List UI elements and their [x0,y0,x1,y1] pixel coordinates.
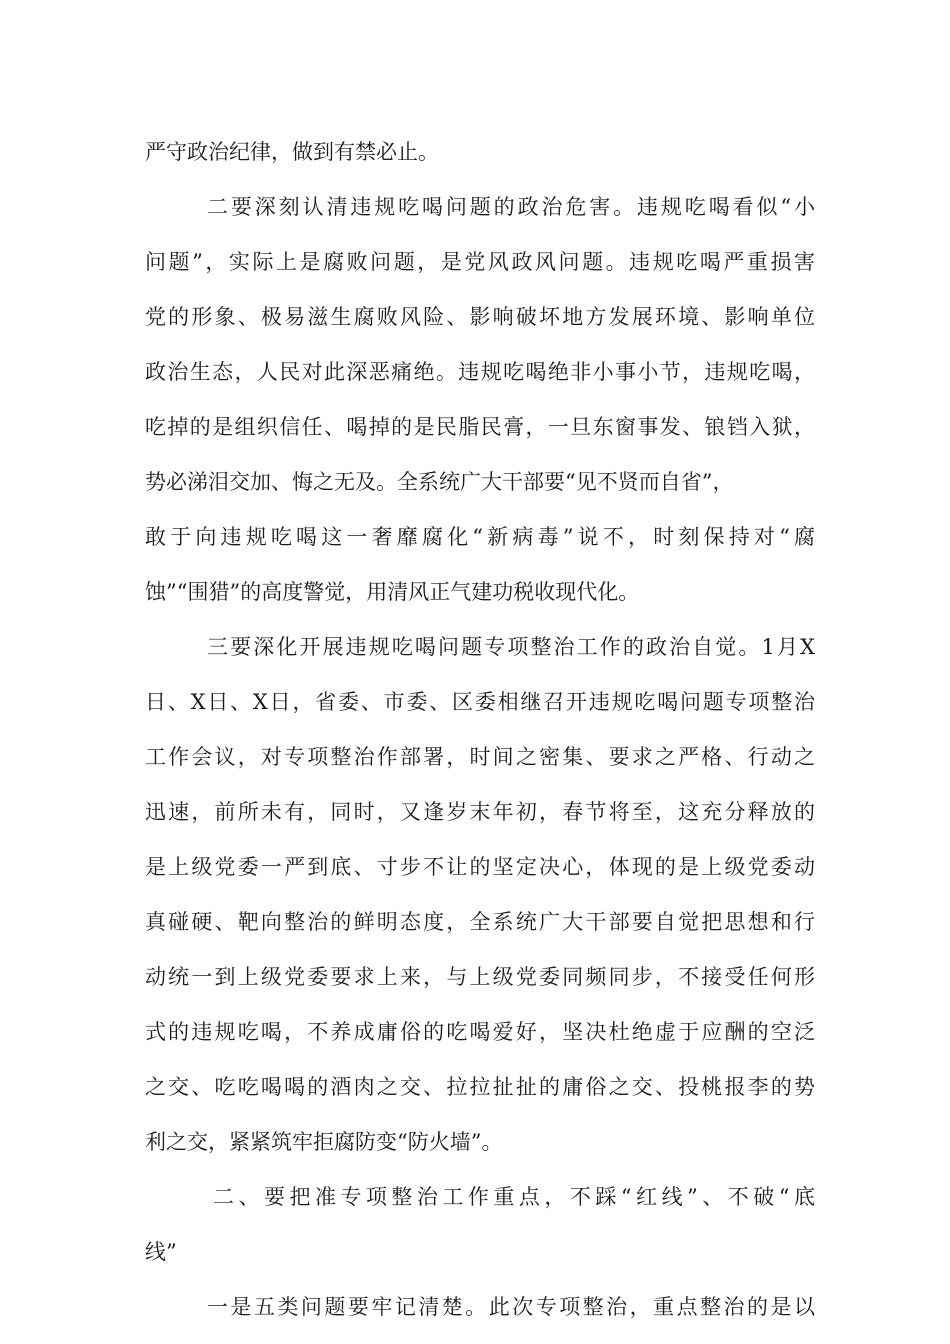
paragraph-line: 动统一到上级党委要求上来，与上级党委同频同步，不接受任何形 [145,965,815,989]
paragraph-line: 真碰硬、靶向整治的鲜明态度，全系统广大干部要自觉把思想和行 [145,910,815,934]
paragraph-line: 迅速，前所未有，同时，又逢岁末年初，春节将至，这充分释放的 [145,800,815,824]
section-heading-line: 二、要把准专项整治工作重点，不踩“红线”、不破“底 [213,1185,815,1209]
paragraph-line: 势必涕泪交加、悔之无及。全系统广大干部要“见不贤而自省”， [145,470,734,494]
section-heading-line: 线” [145,1240,177,1264]
paragraph-line: 问题”，实际上是腐败问题，是党风政风问题。违规吃喝严重损害 [145,250,815,274]
paragraph-line: 式的违规吃喝，不养成庸俗的吃喝爱好，坚决杜绝虚于应酬的空泛 [145,1020,815,1044]
paragraph-line: 党的形象、极易滋生腐败风险、影响破坏地方发展环境、影响单位 [145,305,815,329]
paragraph-line: 之交、吃吃喝喝的酒肉之交、拉拉扯扯的庸俗之交、投桃报李的势 [145,1075,815,1099]
paragraph-line: 三要深化开展违规吃喝问题专项整治工作的政治自觉。1月X [207,635,815,659]
paragraph-line: 是上级党委一严到底、寸步不让的坚定决心，体现的是上级党委动 [145,855,815,879]
paragraph-line: 日、X日、X日，省委、市委、区委相继召开违规吃喝问题专项整治 [145,690,815,714]
paragraph-line: 一是五类问题要牢记清楚。此次专项整治，重点整治的是以 [207,1295,815,1319]
paragraph-line: 严守政治纪律，做到有禁必止。 [145,140,439,164]
paragraph-line: 二要深刻认清违规吃喝问题的政治危害。违规吃喝看似“小 [207,195,815,219]
paragraph-line: 政治生态，人民对此深恶痛绝。违规吃喝绝非小事小节，违规吃喝， [145,360,815,384]
paragraph-line: 吃掉的是组织信任、喝掉的是民脂民膏，一旦东窗事发、锒铛入狱， [145,415,815,439]
paragraph-line: 敢于向违规吃喝这一奢靡腐化“新病毒”说不，时刻保持对“腐 [145,525,815,549]
paragraph-line: 蚀”“围猎”的高度警觉，用清风正气建功税收现代化。 [145,580,640,604]
paragraph-line: 工作会议，对专项整治作部署，时间之密集、要求之严格、行动之 [145,745,815,769]
body-text [145,125,815,1335]
paragraph-line: 利之交，紧紧筑牢拒腐防变“防火墙”。 [145,1130,503,1154]
